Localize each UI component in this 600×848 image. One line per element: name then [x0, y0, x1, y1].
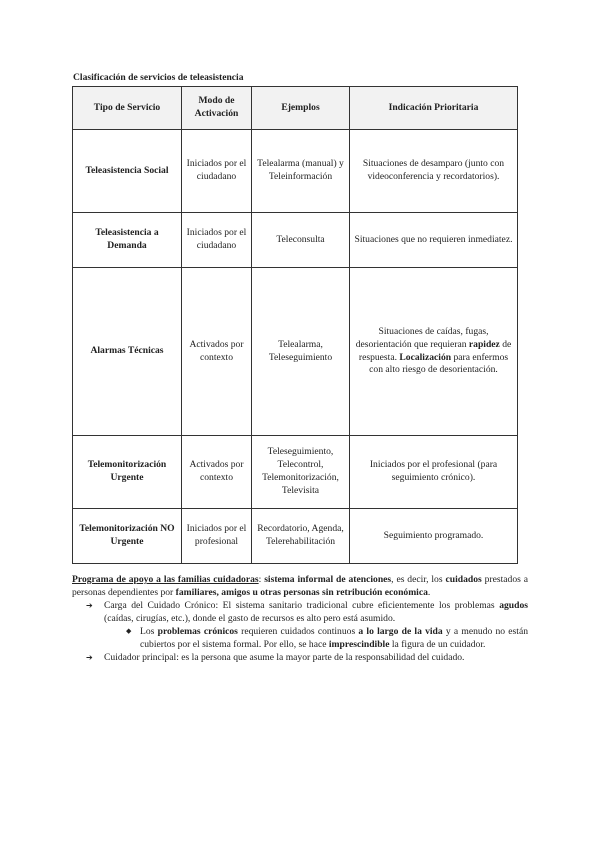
cell-indicacion: [350, 268, 518, 436]
cell-tipo: Telemonitorización NO Urgente: [73, 509, 182, 564]
cell-tipo: Alarmas Técnicas: [73, 268, 182, 436]
indicacion-bold-localizacion: Localización: [399, 351, 452, 363]
cell-tipo: Teleasistencia Social: [73, 130, 182, 213]
cell-ejemplos: Teleseguimiento, Telecontrol, Telemonitorización, Televisita: [252, 436, 350, 509]
diamond-list: [104, 625, 528, 651]
list-item-cronicos: [140, 625, 528, 651]
indicacion-text: para enfermos con alto riesgo de desorientación.: [369, 351, 509, 376]
text-run: Carga del Cuidado Crónico: El sistema sanitario tradicional cubre eficientemente los problemas: [104, 600, 500, 611]
header-ejemplos: Ejemplos: [252, 87, 350, 130]
table-row: [73, 509, 518, 564]
programa-paragraph: [72, 573, 528, 599]
text-run: (caídas, cirugías, etc.), donde el gasto de recursos es alto pero está asumido.: [104, 613, 396, 624]
cell-modo: Iniciados por el ciudadano: [182, 130, 252, 213]
cell-ejemplos: Teleconsulta: [252, 213, 350, 268]
table-row: [73, 436, 518, 509]
cell-indicacion: Situaciones que no requieren inmediatez.: [350, 213, 518, 268]
bold-run: imprescindible: [328, 639, 390, 650]
indicacion-text: Situaciones de caídas, fugas, desorientación que requieran: [355, 325, 489, 350]
indicacion-text: de respuesta.: [358, 338, 512, 363]
table-header-row: [73, 87, 518, 130]
indicacion-bold-rapidez: rapidez: [468, 338, 500, 350]
services-table: [72, 86, 518, 564]
bold-run: problemas crónicos: [157, 626, 238, 637]
bold-run: familiares, amigos u otras personas sin retribución económica: [175, 587, 428, 598]
cell-ejemplos: Recordatorio, Agenda, Telerehabilitación: [252, 509, 350, 564]
table-caption: Clasificación de servicios de teleasistencia: [73, 72, 244, 83]
text-run: prestados a personas dependientes por: [72, 574, 528, 598]
bold-run: sistema informal de atenciones: [264, 574, 392, 585]
cell-tipo: Telemonitorización Urgente: [73, 436, 182, 509]
bold-run: a lo largo de la vida: [358, 626, 443, 637]
cell-indicacion: Seguimiento programado.: [350, 509, 518, 564]
table-row: [73, 213, 518, 268]
list-item-cuidador: ➔ Cuidador principal: es la persona que asume la mayor parte de la responsabilidad del cuidado.: [104, 651, 528, 664]
programa-title: Programa de apoyo a las familias cuidadoras: [72, 574, 259, 585]
text-run: requieren cuidados continuos: [237, 626, 359, 637]
bold-run: agudos: [499, 600, 528, 611]
cell-ejemplos: Telealarma, Teleseguimiento: [252, 268, 350, 436]
header-indicacion: Indicación Prioritaria: [350, 87, 518, 130]
cell-indicacion: Iniciados por el profesional (para seguimiento crónico).: [350, 436, 518, 509]
cell-modo: Activados por contexto: [182, 436, 252, 509]
cell-indicacion: Situaciones de desamparo (junto con videoconferencia y recordatorios).: [350, 130, 518, 213]
text-run: , es decir, los: [391, 574, 446, 585]
table-row: [73, 268, 518, 436]
cell-tipo: Teleasistencia a Demanda: [73, 213, 182, 268]
cell-modo: Activados por contexto: [182, 268, 252, 436]
table-row: [73, 130, 518, 213]
cell-ejemplos: Telealarma (manual) y Teleinformación: [252, 130, 350, 213]
text-run: la figura de un cuidador.: [389, 639, 486, 650]
text-run: y a menudo no están cubiertos por el sistema formal. Por ello, se hace: [140, 626, 529, 650]
list-item-carga: [104, 599, 528, 651]
cell-modo: Iniciados por el ciudadano: [182, 213, 252, 268]
cell-modo: Iniciados por el profesional: [182, 509, 252, 564]
body-text: [72, 573, 528, 664]
header-tipo: Tipo de Servicio: [73, 87, 182, 130]
text-run: .: [427, 587, 431, 598]
text-run: Los: [140, 626, 158, 637]
arrow-list: [72, 599, 528, 664]
header-modo: Modo de Activación: [182, 87, 252, 130]
bold-run: cuidados: [445, 574, 482, 585]
text-run: :: [258, 574, 265, 585]
